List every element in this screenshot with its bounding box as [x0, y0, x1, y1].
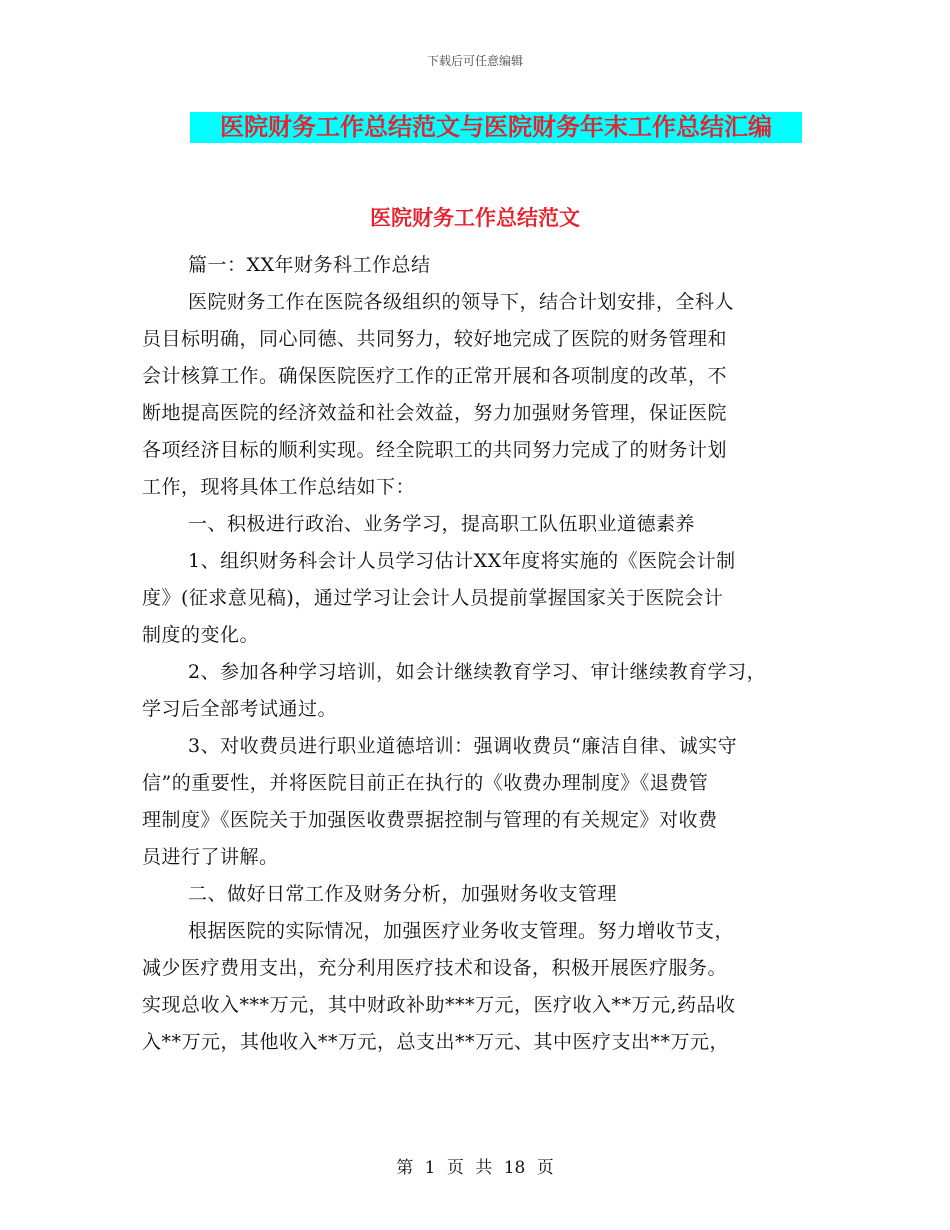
text-line: 入**万元，其他收入**万元，总支出**万元、其中医疗支出**万元，	[142, 1031, 730, 1053]
text-line: 信”的重要性，并将医院目前正在执行的《收费办理制度》《退费管	[142, 772, 709, 794]
text-line: 2、参加各种学习培训，如会计继续教育学习、审计继续教育学习，	[188, 661, 767, 683]
text-line: 医院财务工作在医院各级组织的领导下，结合计划安排，全科人	[188, 291, 735, 313]
text-line: 理制度》《医院关于加强医收费票据控制与管理的有关规定》对收费	[142, 809, 718, 831]
text-line: 度》(征求意见稿)，通过学习让会计人员提前掌握国家关于医院会计	[142, 587, 724, 609]
text-line: 实现总收入***万元，其中财政补助***万元，医疗收入**万元,药品收	[142, 994, 736, 1016]
body-text	[142, 247, 822, 1061]
text-line: 二、做好日常工作及财务分析，加强财务收支管理	[188, 883, 618, 905]
text-line: 学习后全部考试通过。	[142, 698, 338, 720]
main-title: 医院财务工作总结范文与医院财务年末工作总结汇编	[190, 112, 802, 143]
text-line: 减少医疗费用支出，充分利用医疗技术和设备，积极开展医疗服务。	[142, 957, 728, 979]
page-footer: 第 1 页 共 18 页	[396, 1158, 554, 1178]
text-line: 3、对收费员进行职业道德培训：强调收费员“廉洁自律、诚实守	[188, 735, 738, 757]
sub-title: 医院财务工作总结范文	[370, 206, 580, 230]
text-line: 工作，现将具体工作总结如下：	[142, 476, 416, 498]
text-line: 各项经济目标的顺利实现。经全院职工的共同努力完成了的财务计划	[142, 439, 728, 461]
text-line: 会计核算工作。确保医院医疗工作的正常开展和各项制度的改革，不	[142, 365, 728, 387]
text-line: 篇一：XX年财务科工作总结	[188, 254, 431, 276]
text-line: 断地提高医院的经济效益和社会效益，努力加强财务管理，保证医院	[142, 402, 728, 424]
text-line: 制度的变化。	[142, 624, 260, 646]
text-line: 1、组织财务科会计人员学习估计XX年度将实施的《医院会计制	[188, 550, 736, 572]
header-note: 下载后可任意编辑	[426, 54, 523, 68]
text-line: 员进行了讲解。	[142, 846, 279, 868]
text-line: 根据医院的实际情况，加强医疗业务收支管理。努力增收节支，	[188, 920, 735, 942]
text-line: 员目标明确，同心同德、共同努力，较好地完成了医院的财务管理和	[142, 328, 728, 350]
text-line: 一、积极进行政治、业务学习，提高职工队伍职业道德素养	[188, 513, 696, 535]
